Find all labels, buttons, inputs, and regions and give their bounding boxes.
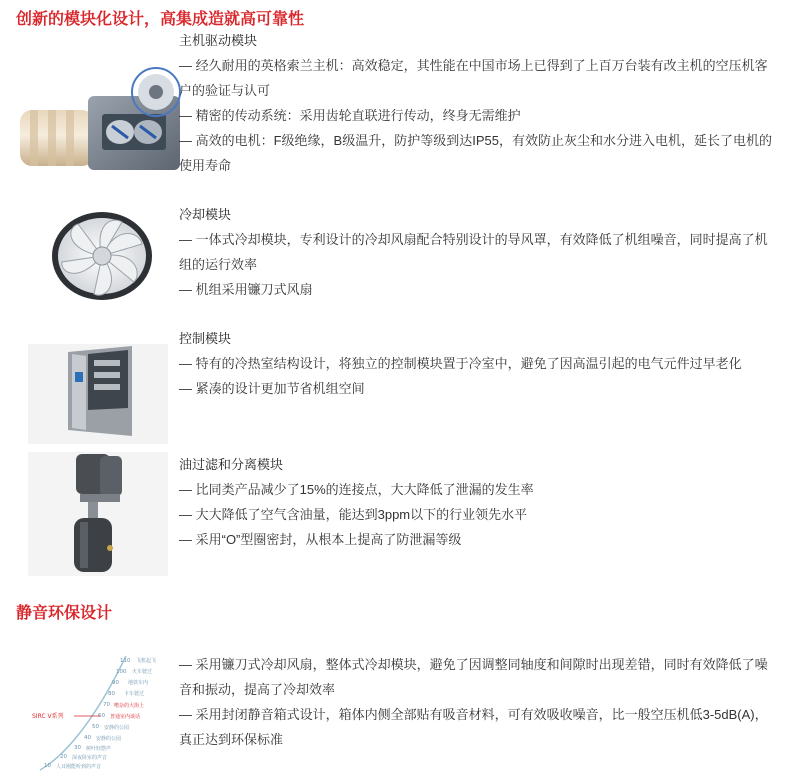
module-line: — 精密的传动系统：采用齿轮直联进行传动，终身无需维护 [179, 108, 521, 123]
noise-tick: 80 [108, 691, 115, 697]
noise-label: 飞机起飞 [136, 658, 157, 664]
module-line: — 采用“O”型圈密封，从根本上提高了防泄漏等级 [179, 532, 462, 547]
module-line: — 机组采用镰刀式风扇 [179, 282, 313, 297]
noise-label: 嘈杂的大街上 [114, 703, 145, 709]
noise-label: 地铁车内 [128, 680, 149, 686]
module-line: — 大大降低了空气含油量，能达到3ppm以下的行业领先水平 [179, 507, 528, 522]
noise-tick: 110 [120, 658, 131, 664]
noise-label: 安静的公园 [96, 736, 122, 742]
silent-design-text [179, 652, 777, 752]
noise-label: 普通室内谈话 [110, 714, 141, 720]
module-title-control: 控制模块 [179, 331, 232, 346]
module-oil-separation [179, 452, 777, 552]
noise-tick: 100 [116, 669, 127, 675]
module-line: — 经久耐用的英格索兰主机：高效稳定，其性能在中国市场上已得到了上百万台装有改主机的空压机客户的验证与认可 [179, 58, 768, 98]
module-line: — 高效的电机：F级绝缘，B级温升，防护等级到达IP55，有效防止灰尘和水分进入电机，延长了电机的使用寿命 [179, 133, 772, 173]
noise-label: 安静的公园 [104, 725, 130, 731]
noise-tick: 30 [74, 745, 81, 751]
module-title-drive: 主机驱动模块 [179, 33, 258, 48]
noise-tick: 70 [103, 702, 110, 708]
airend-motor-image [16, 52, 181, 176]
noise-tick: 50 [92, 724, 99, 730]
cooling-fan-image [46, 210, 158, 302]
noise-tick: 90 [112, 680, 119, 686]
noise-scale-image [28, 650, 178, 776]
noise-tick: 60 [98, 713, 105, 719]
product-label: SIRC V系列 [32, 713, 64, 720]
module-line: — 一体式冷却模块，专利设计的冷却风扇配合特别设计的导风罩，有效降低了机组噪音，同时提高了机组的运行效率 [179, 232, 768, 272]
module-control [179, 326, 777, 401]
section-title-silent: 静音环保设计 [16, 605, 113, 622]
noise-tick: 10 [44, 763, 51, 769]
module-title-oil: 油过滤和分离模块 [179, 457, 284, 472]
noise-label: 火车驶过 [132, 669, 153, 675]
noise-tick: 40 [84, 735, 91, 741]
module-line: — 特有的冷热室结构设计，将独立的控制模块置于冷室中，避免了因高温引起的电气元件过早老化 [179, 356, 742, 371]
noise-label: 人耳刚能听到的声音 [56, 764, 102, 770]
noise-label: 树叶轻摆声 [86, 746, 112, 752]
noise-tick: 20 [60, 754, 67, 760]
noise-label: 卡车驶过 [124, 691, 145, 697]
module-drive [179, 28, 777, 178]
silent-line: — 采用封闭静音箱式设计，箱体内侧全部贴有吸音材料，可有效吸收噪音，比一般空压机低3-5dB(A)，真正达到环保标准 [179, 707, 768, 747]
module-line: — 紧凑的设计更加节省机组空间 [179, 381, 365, 396]
module-cooling [179, 202, 777, 302]
module-title-cooling: 冷却模块 [179, 207, 232, 222]
section-title-modular: 创新的模块化设计，高集成造就高可靠性 [16, 11, 305, 28]
silent-line: — 采用镰刀式冷却风扇，整体式冷却模块，避免了因调整同轴度和间隙时出现差错，同时有效降低了噪音和振动，提高了冷却效率 [179, 657, 768, 697]
oil-separator-image [28, 452, 168, 576]
control-cabinet-image [28, 344, 168, 444]
module-line: — 比同类产品减少了15%的连接点，大大降低了泄漏的发生率 [179, 482, 534, 497]
noise-label: 深夜卧室的声音 [72, 755, 108, 761]
